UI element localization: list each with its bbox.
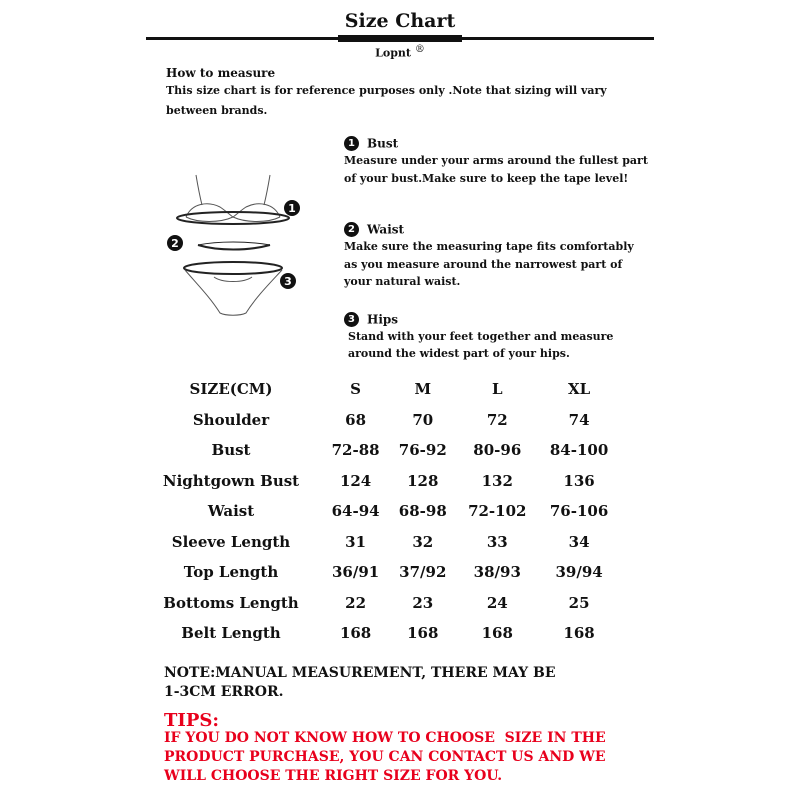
table-cell: 33 [486,532,508,551]
how-to-measure-heading: How to measure [166,66,276,80]
table-row [140,527,620,558]
row-label: Belt Length [181,624,281,643]
table-cell: 128 [407,471,439,490]
column-header: L [492,380,503,399]
table-cell: 70 [412,410,434,429]
measure-waist-line3: your natural waist. [344,275,461,288]
diagram-marker-2: 2 [171,237,179,250]
table-cell: 84-100 [549,441,609,460]
table-cell: 22 [345,593,367,612]
row-label: Bust [211,441,251,460]
table-row [140,618,620,649]
table-cell: 24 [486,593,508,612]
table-cell: 68-98 [398,502,447,521]
table-cell: 80-96 [473,441,522,460]
table-row [140,588,620,619]
table-cell: 74 [568,410,590,429]
table-cell: 36/91 [331,563,380,582]
table-cell: 37/92 [399,563,447,582]
column-header: XL [567,380,591,399]
table-cell: 72 [486,410,508,429]
table-header-row [140,374,620,405]
measure-bust-heading: 1 Bust [344,133,398,152]
row-label: Top Length [183,563,279,582]
measure-bust-line2: of your bust.Make sure to keep the tape level! [344,172,629,185]
reference-note-line2: between brands. [166,104,268,117]
tips-line1: IF YOU DO NOT KNOW HOW TO CHOOSE SIZE IN THE [164,730,606,746]
table-cell: 23 [412,593,434,612]
measure-waist-heading: 2 Waist [344,219,404,238]
measure-waist-line1: Make sure the measuring tape fits comfortably [344,240,634,253]
table-cell: 168 [339,624,372,643]
size-table [140,374,620,649]
diagram-marker-1: 1 [288,202,296,215]
row-label: Sleeve Length [171,532,291,551]
table-cell: 132 [481,471,513,490]
column-header: SIZE(CM) [189,380,273,399]
table-cell: 39/94 [555,563,603,582]
table-cell: 32 [412,532,434,551]
page-title: Size Chart [344,10,456,32]
number-marker-icon: 1 [344,136,359,151]
tips-heading: TIPS: [164,710,219,731]
brand-name: Lopnt ® [375,44,425,60]
number-marker-icon: 2 [344,222,359,237]
row-label: Nightgown Bust [162,471,300,490]
tips-line2: PRODUCT PURCHASE, YOU CAN CONTACT US AND WE [164,749,606,765]
reference-note-line1: This size chart is for reference purposes only .Note that sizing will vary [166,84,607,97]
table-cell: 68 [345,410,367,429]
table-cell: 168 [563,624,595,643]
table-cell: 168 [407,624,439,643]
table-cell: 76-106 [549,502,609,521]
table-cell: 38/93 [473,563,521,582]
measure-hips-line2: around the widest part of your hips. [348,347,570,360]
column-header: S [350,380,362,399]
row-label: Waist [207,502,255,521]
table-cell: 64-94 [331,502,380,521]
table-cell: 31 [345,532,367,551]
row-label: Shoulder [192,410,270,429]
table-cell: 25 [568,593,590,612]
measure-waist-line2: as you measure around the narrowest part of [344,258,623,271]
table-cell: 72-102 [468,502,527,521]
column-header: M [414,380,432,399]
table-row [140,466,620,497]
measure-hips-heading: 3 Hips [344,309,398,328]
row-label: Bottoms Length [163,593,299,612]
table-row [140,405,620,436]
diagram-marker-3: 3 [284,275,292,288]
table-row [140,435,620,466]
table-row [140,557,620,588]
table-cell: 168 [481,624,513,643]
registered-mark: ® [414,44,425,55]
measurement-note-line2: 1-3CM ERROR. [164,684,284,700]
table-cell: 76-92 [398,441,447,460]
bikini-diagram-icon [158,165,308,325]
table-cell: 136 [563,471,595,490]
tips-line3: WILL CHOOSE THE RIGHT SIZE FOR YOU. [164,768,503,784]
table-cell: 34 [568,532,590,551]
measure-hips-line1: Stand with your feet together and measure [348,330,614,343]
table-cell: 124 [339,471,372,490]
measurement-note-line1: NOTE:MANUAL MEASUREMENT, THERE MAY BE [164,665,556,681]
measure-bust-line1: Measure under your arms around the fullest part [344,154,648,167]
number-marker-icon: 3 [344,312,359,327]
table-row [140,496,620,527]
table-cell: 72-88 [331,441,380,460]
measurement-note [164,664,644,702]
title-divider-accent [338,35,462,42]
tips-text [164,729,624,786]
